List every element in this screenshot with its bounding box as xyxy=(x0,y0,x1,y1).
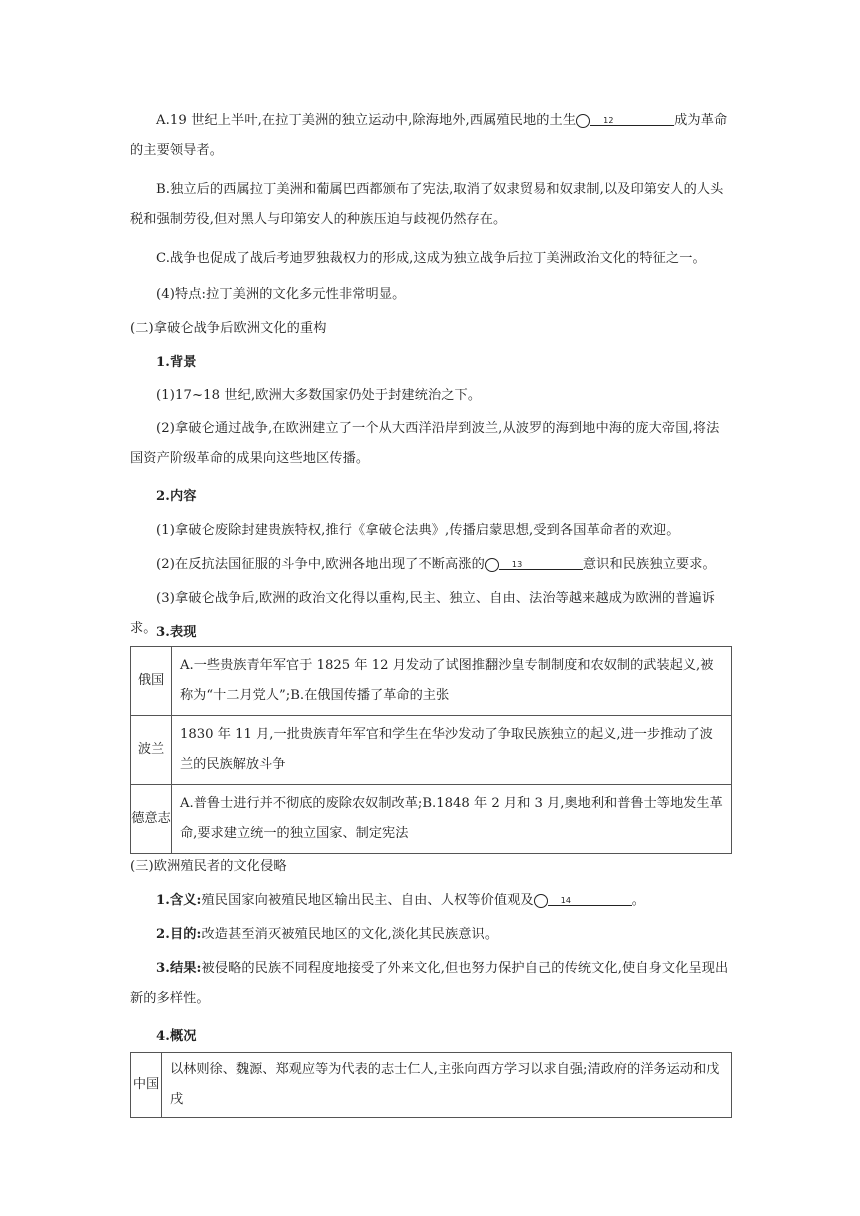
text: 被侵略的民族不同程度地接受了外来文化,但也努力保护自己的传统文化,使自身文化呈现出新的多样性。 xyxy=(130,961,729,1006)
fill-blank[interactable] xyxy=(499,555,583,570)
text: 改造甚至消灭被殖民地区的文化,淡化其民族意识。 xyxy=(201,927,499,942)
paragraph-a1 xyxy=(130,106,730,166)
text: 殖民国家向被殖民地区输出民主、自由、人权等价值观及 xyxy=(201,893,534,908)
heading-background: 1.背景 xyxy=(156,355,197,370)
table-row xyxy=(131,1053,732,1118)
table-cell-text: A.一些贵族青年军官于 1825 年 12 月发动了试图推翻沙皇专制制度和农奴制的武装起义,被称为“十二月党人”;B.在俄国传播了革命的主张 xyxy=(172,647,732,716)
paragraph-bg2: (2)拿破仑通过战争,在欧洲建立了一个从大西洋沿岸到波兰,从波罗的海到地中海的庞大帝国,将法国资产阶级革命的成果向这些地区传播。 xyxy=(130,421,720,466)
section-title-3: (三)欧洲殖民者的文化侵略 xyxy=(130,859,287,874)
table-cell-text: A.普鲁士进行并不彻底的废除农奴制改革;B.1848 年 2 月和 3 月,奥地利和普鲁士等地发生革命,要求建立统一的独立国家、制定宪法 xyxy=(172,785,732,854)
table-row xyxy=(131,785,732,854)
label: 2.目的: xyxy=(156,927,202,942)
table-row xyxy=(131,716,732,785)
overview-table xyxy=(130,1052,732,1118)
table-cell-country: 俄国 xyxy=(131,647,172,716)
heading-content: 2.内容 xyxy=(156,489,197,504)
paragraph-b1: B.独立后的西属拉丁美洲和葡属巴西都颁布了宪法,取消了奴隶贸易和奴隶制,以及印第安人的人头税和强制劳役,但对黑人与印第安人的种族压迫与歧视仍然存在。 xyxy=(130,182,724,227)
table-cell-country: 中国 xyxy=(131,1053,162,1118)
heading-performance: 3.表现 xyxy=(156,625,197,640)
number-badge: 12 xyxy=(576,114,590,128)
table-row xyxy=(131,647,732,716)
table-cell-text: 1830 年 11 月,一批贵族青年军官和学生在华沙发动了争取民族独立的起义,进一步推动了波兰的民族解放斗争 xyxy=(172,716,732,785)
text: 成为革命的主要领导者。 xyxy=(130,113,728,158)
text: (2)在反抗法国征服的斗争中,欧洲各地出现了不断高涨的 xyxy=(156,557,485,572)
heading-overview: 4.概况 xyxy=(156,1029,197,1044)
performance-table xyxy=(130,646,732,854)
label: 3.结果: xyxy=(156,961,202,976)
table-cell-country: 波兰 xyxy=(131,716,172,785)
text: A.19 世纪上半叶,在拉丁美洲的独立运动中,除海地外,西属殖民地的土生 xyxy=(156,113,577,128)
paragraph-c1: C.战争也促成了战后考迪罗独裁权力的形成,这成为独立战争后拉丁美洲政治文化的特征之一。 xyxy=(156,251,706,266)
paragraph-result xyxy=(130,954,730,1014)
fill-blank[interactable] xyxy=(590,111,674,126)
number-badge: 13 xyxy=(485,558,499,572)
paragraph-definition xyxy=(130,886,730,916)
table-cell-country: 德意志 xyxy=(131,785,172,854)
text: 意识和民族独立要求。 xyxy=(582,557,716,572)
paragraph-bg1: (1)17~18 世纪,欧洲大多数国家仍处于封建统治之下。 xyxy=(156,388,482,403)
table-cell-text: 以林则徐、魏源、郑观应等为代表的志士仁人,主张向西方学习以求自强;清政府的洋务运动和戊戌 xyxy=(162,1053,732,1118)
fill-blank[interactable] xyxy=(548,891,632,906)
paragraph-ct1: (1)拿破仑废除封建贵族特权,推行《拿破仑法典》,传播启蒙思想,受到各国革命者的欢迎。 xyxy=(156,523,680,538)
paragraph-feature: (4)特点:拉丁美洲的文化多元性非常明显。 xyxy=(156,287,406,302)
paragraph-ct3: (3)拿破仑战争后,欧洲的政治文化得以重构,民主、独立、自由、法治等越来越成为欧洲的普遍诉求。 xyxy=(130,591,716,636)
paragraph-ct2 xyxy=(130,550,730,580)
number-badge: 14 xyxy=(534,894,548,908)
label: 1.含义: xyxy=(156,893,202,908)
section-title-2: (二)拿破仑战争后欧洲文化的重构 xyxy=(130,321,327,336)
text: 。 xyxy=(631,893,645,908)
paragraph-goal xyxy=(130,920,730,950)
